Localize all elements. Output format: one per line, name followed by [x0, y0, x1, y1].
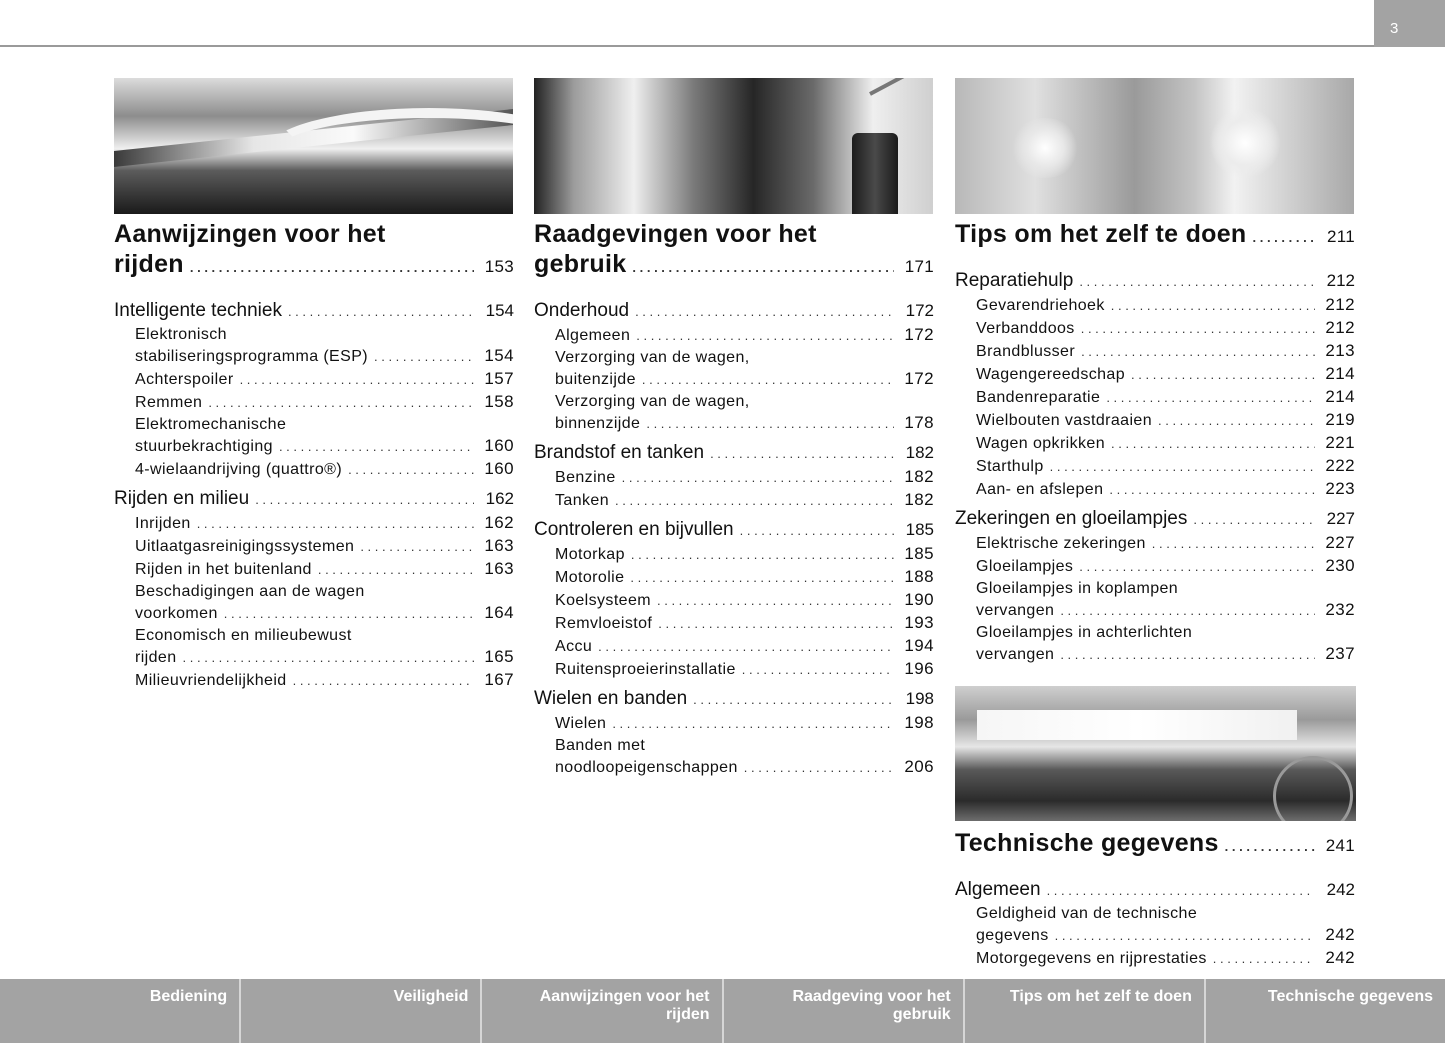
toc-item-line[interactable]: Beschadigingen aan de wagen — [135, 583, 365, 600]
toc-item[interactable] — [534, 712, 934, 735]
toc-item-page: 214 — [1325, 364, 1355, 383]
toc-item-page: 213 — [1325, 341, 1355, 360]
section-entry[interactable] — [114, 487, 514, 512]
toc-item-label: Ruitensproeierinstallatie — [555, 661, 736, 678]
leader-dots — [197, 513, 474, 535]
toc-item[interactable] — [114, 669, 514, 692]
section-entry[interactable] — [534, 441, 934, 466]
toc-item[interactable] — [955, 947, 1355, 970]
section-entry[interactable] — [534, 299, 934, 324]
leader-dots — [646, 413, 894, 435]
toc-item-label: Koelsysteem — [555, 592, 651, 609]
toc-item-page: 242 — [1325, 948, 1355, 967]
leader-dots — [293, 670, 474, 692]
leader-dots — [1079, 270, 1315, 294]
leader-dots — [598, 636, 894, 658]
toc-item-label: Milieuvriendelijkheid — [135, 672, 287, 689]
leader-dots — [744, 757, 894, 779]
toc-item-label: Wagengereedschap — [976, 366, 1126, 383]
leader-dots — [1079, 556, 1315, 578]
toc-item-label: Uitlaatgasreinigingssystemen — [135, 538, 355, 555]
toc-item[interactable] — [534, 489, 934, 512]
toc-item-page: 160 — [484, 459, 514, 478]
chapter-entry-label: Technische gegevens — [955, 829, 1219, 857]
toc-item[interactable] — [534, 612, 934, 635]
header-rule — [0, 45, 1445, 47]
toc-item-line[interactable]: Gloeilampjes in achterlichten — [976, 624, 1193, 641]
toc-item[interactable] — [114, 512, 514, 535]
toc-item-label: Gloeilampjes — [976, 558, 1074, 575]
section-entry-label: Reparatiehulp — [955, 270, 1074, 291]
toc-item[interactable] — [955, 532, 1355, 555]
tab-tips-zelf-doen[interactable]: Tips om het zelf te doen — [965, 979, 1206, 1043]
toc-item-label: vervangen — [976, 602, 1055, 619]
toc-item[interactable] — [114, 368, 514, 391]
chapter-photo-technical — [955, 686, 1356, 821]
toc-item-line[interactable]: Economisch en milieubewust — [135, 627, 352, 644]
leader-dots — [657, 590, 894, 612]
toc-item-page: 237 — [1325, 644, 1355, 663]
toc-item-page: 178 — [904, 413, 934, 432]
toc-column-2 — [534, 219, 934, 779]
tab-aanwijzingen-rijden[interactable]: Aanwijzingen voor het rijden — [482, 979, 723, 1043]
toc-item[interactable] — [114, 646, 514, 669]
section-entry[interactable] — [114, 299, 514, 324]
leader-dots — [740, 519, 894, 543]
section-entry-label: Onderhoud — [534, 300, 630, 321]
toc-item-page: 160 — [484, 436, 514, 455]
toc-item-page: 222 — [1325, 456, 1355, 475]
toc-item-page: 230 — [1325, 556, 1355, 575]
toc-item[interactable] — [955, 455, 1355, 478]
toc-item-label: Brandblusser — [976, 343, 1076, 360]
leader-dots — [1158, 410, 1315, 432]
leader-dots — [1111, 433, 1315, 455]
leader-dots — [208, 392, 474, 414]
section-entry-page: 212 — [1326, 271, 1355, 290]
toc-item-page: 212 — [1325, 318, 1355, 337]
toc-item-page: 219 — [1325, 410, 1355, 429]
toc-item[interactable] — [955, 924, 1355, 947]
toc-item[interactable] — [955, 599, 1355, 622]
toc-item-label: binnenzijde — [555, 415, 641, 432]
toc-item[interactable] — [114, 345, 514, 368]
section-entry-page: 154 — [485, 301, 514, 320]
leader-dots — [1060, 600, 1315, 622]
leader-dots — [742, 659, 894, 681]
leader-dots — [348, 459, 474, 481]
leader-dots — [1047, 879, 1315, 903]
toc-item[interactable] — [534, 466, 934, 489]
toc-item[interactable] — [114, 435, 514, 458]
leader-dots — [1106, 387, 1315, 409]
toc-item[interactable] — [534, 756, 934, 779]
leader-dots — [1213, 948, 1315, 970]
toc-item[interactable] — [955, 294, 1355, 317]
section-entry-label: Algemeen — [955, 879, 1041, 900]
toc-item-page: 242 — [1325, 925, 1355, 944]
toc-item-page: 194 — [904, 636, 934, 655]
toc-item-page: 182 — [904, 467, 934, 486]
toc-item-page: 212 — [1325, 295, 1355, 314]
chapter-entry-label: Tips om het zelf te doen — [955, 220, 1247, 248]
toc-item-label: Inrijden — [135, 515, 191, 532]
toc-item[interactable] — [534, 368, 934, 391]
tab-raadgeving-gebruik[interactable]: Raadgeving voor het gebruik — [724, 979, 965, 1043]
toc-item-label: Wielen — [555, 715, 607, 732]
toc-item-page: 182 — [904, 490, 934, 509]
toc-item-line[interactable]: Geldigheid van de technische — [976, 905, 1198, 922]
toc-item[interactable] — [114, 391, 514, 414]
toc-item[interactable] — [955, 386, 1355, 409]
chapter-photo-bulbs — [955, 78, 1354, 214]
section-entry-page: 242 — [1326, 880, 1355, 899]
toc-item-line[interactable]: Gloeilampjes in koplampen — [976, 580, 1179, 597]
toc-item-label: Benzine — [555, 469, 616, 486]
tab-bediening[interactable]: Bediening — [0, 979, 241, 1043]
leader-dots — [224, 603, 474, 625]
toc-item-label: Algemeen — [555, 327, 631, 344]
toc-item[interactable] — [955, 555, 1355, 578]
section-entry[interactable] — [955, 507, 1355, 532]
toc-item-page: 190 — [904, 590, 934, 609]
chapter-entry-page: 171 — [904, 257, 934, 276]
leader-dots — [374, 346, 474, 368]
toc-item[interactable] — [534, 635, 934, 658]
section-entry-page: 172 — [905, 301, 934, 320]
section-entry-label: Zekeringen en gloeilampjes — [955, 508, 1188, 529]
toc-item-page: 185 — [904, 544, 934, 563]
chapter-entry[interactable] — [114, 249, 514, 283]
leader-dots — [693, 688, 894, 712]
toc-item[interactable] — [114, 602, 514, 625]
leader-dots — [1253, 223, 1316, 253]
toc-item[interactable] — [955, 363, 1355, 386]
toc-item-page: 157 — [484, 369, 514, 388]
toc-item-label: Bandenreparatie — [976, 389, 1101, 406]
toc-item-page: 232 — [1325, 600, 1355, 619]
leader-dots — [642, 369, 894, 391]
toc-item[interactable] — [955, 340, 1355, 363]
toc-item-label: Accu — [555, 638, 593, 655]
leader-dots — [1081, 341, 1315, 363]
toc-item-label: stabiliseringsprogramma (ESP) — [135, 348, 369, 365]
toc-item[interactable] — [114, 535, 514, 558]
leader-dots — [1225, 832, 1315, 862]
toc-item-line[interactable]: Elektromechanische — [135, 416, 287, 433]
leader-dots — [1152, 533, 1315, 555]
leader-dots — [630, 567, 894, 589]
toc-item-label: Motorgegevens en rijprestaties — [976, 950, 1207, 967]
toc-item-page: 193 — [904, 613, 934, 632]
chapter-entry[interactable] — [955, 828, 1355, 862]
leader-dots — [240, 369, 474, 391]
toc-item-label: Tanken — [555, 492, 609, 509]
leader-dots — [1055, 925, 1315, 947]
leader-dots — [1131, 364, 1315, 386]
section-entry-label: Wielen en banden — [534, 688, 688, 709]
toc-item[interactable] — [955, 643, 1355, 666]
leader-dots — [279, 436, 474, 458]
leader-dots — [635, 300, 894, 324]
section-entry[interactable] — [534, 687, 934, 712]
toc-item-label: gegevens — [976, 927, 1049, 944]
leader-dots — [631, 544, 894, 566]
toc-item-label: Verbanddoos — [976, 320, 1075, 337]
toc-item-label: Aan- en afslepen — [976, 481, 1104, 498]
toc-item[interactable] — [534, 412, 934, 435]
tab-technische-gegevens[interactable]: Technische gegevens — [1267, 988, 1434, 1005]
leader-dots — [255, 488, 474, 512]
toc-column-4 — [955, 828, 1355, 970]
leader-dots — [658, 613, 894, 635]
toc-item-label: 4-wielaandrijving (quattro®) — [135, 461, 343, 478]
toc-item-line[interactable]: Verzorging van de wagen, — [555, 349, 750, 366]
toc-item-page: 198 — [904, 713, 934, 732]
toc-item-label: Remmen — [135, 394, 203, 411]
toc-item-page: 172 — [904, 369, 934, 388]
page-number: 3 — [1374, 0, 1445, 47]
tab-veiligheid[interactable]: Veiligheid — [241, 979, 482, 1043]
section-entry-page: 162 — [485, 489, 514, 508]
chapter-entry-label: gebruik — [534, 250, 627, 278]
toc-item[interactable] — [534, 589, 934, 612]
toc-item-label: Rijden in het buitenland — [135, 561, 312, 578]
toc-item-page: 164 — [484, 603, 514, 622]
toc-item-label: buitenzijde — [555, 371, 636, 388]
section-entry-page: 198 — [905, 689, 934, 708]
leader-dots — [1060, 644, 1315, 666]
toc-item-label: Gevarendriehoek — [976, 297, 1105, 314]
toc-item[interactable] — [534, 324, 934, 347]
leader-dots — [360, 536, 474, 558]
toc-item-line[interactable]: Elektronisch — [135, 326, 227, 343]
leader-dots — [636, 325, 894, 347]
leader-dots — [632, 253, 894, 283]
toc-item-page: 165 — [484, 647, 514, 666]
section-entry-label: Controleren en bijvullen — [534, 519, 734, 540]
toc-item-line[interactable]: Verzorging van de wagen, — [555, 393, 750, 410]
toc-item-page: 163 — [484, 536, 514, 555]
toc-item-page: 172 — [904, 325, 934, 344]
leader-dots — [288, 300, 474, 324]
toc-item-line[interactable]: Banden met — [555, 737, 646, 754]
toc-item-label: Achterspoiler — [135, 371, 234, 388]
leader-dots — [612, 713, 894, 735]
section-entry-page: 182 — [905, 443, 934, 462]
chapter-photo-driving — [114, 78, 513, 214]
toc-item[interactable] — [955, 478, 1355, 501]
toc-item-page: 162 — [484, 513, 514, 532]
toc-item-label: voorkomen — [135, 605, 218, 622]
toc-item[interactable] — [534, 543, 934, 566]
section-entry[interactable] — [955, 269, 1355, 294]
toc-item-page: 158 — [484, 392, 514, 411]
toc-item-page: 221 — [1325, 433, 1355, 452]
toc-item-label: Remvloeistof — [555, 615, 653, 632]
chapter-entry[interactable] — [955, 219, 1355, 253]
leader-dots — [183, 647, 474, 669]
toc-item-label: stuurbekrachtiging — [135, 438, 273, 455]
leader-dots — [622, 467, 894, 489]
toc-item-label: vervangen — [976, 646, 1055, 663]
toc-item-label: rijden — [135, 649, 177, 666]
toc-item-label: Wagen opkrikken — [976, 435, 1106, 452]
toc-item-label: Motorkap — [555, 546, 625, 563]
toc-item[interactable] — [955, 432, 1355, 455]
section-entry[interactable] — [534, 518, 934, 543]
toc-item-label: Starthulp — [976, 458, 1044, 475]
section-entry-label: Rijden en milieu — [114, 488, 250, 509]
toc-item-page: 227 — [1325, 533, 1355, 552]
section-entry[interactable] — [955, 878, 1355, 903]
toc-item-label: Motorolie — [555, 569, 625, 586]
toc-item-page: 163 — [484, 559, 514, 578]
section-entry-page: 185 — [905, 520, 934, 539]
leader-dots — [710, 442, 894, 466]
leader-dots — [190, 253, 474, 283]
toc-column-3 — [955, 219, 1355, 666]
chapter-tab-bar — [0, 979, 1445, 1043]
toc-item[interactable] — [534, 566, 934, 589]
toc-item[interactable] — [955, 317, 1355, 340]
toc-item[interactable] — [114, 558, 514, 581]
toc-item-page: 206 — [904, 757, 934, 776]
leader-dots — [1109, 479, 1315, 501]
toc-item[interactable] — [534, 658, 934, 681]
section-entry-label: Intelligente techniek — [114, 300, 282, 321]
chapter-title: Aanwijzingen voor het — [114, 220, 386, 248]
chapter-entry[interactable] — [534, 249, 934, 283]
chapter-photo-maintenance — [534, 78, 933, 214]
chapter-entry-page: 211 — [1326, 227, 1355, 246]
chapter-entry-label: rijden — [114, 250, 184, 278]
section-entry-page: 227 — [1326, 509, 1355, 528]
leader-dots — [1193, 508, 1315, 532]
chapter-title: Raadgevingen voor het — [534, 220, 817, 248]
toc-item[interactable] — [114, 458, 514, 481]
toc-item-label: Wielbouten vastdraaien — [976, 412, 1153, 429]
leader-dots — [1050, 456, 1315, 478]
chapter-entry-page: 241 — [1325, 836, 1355, 855]
toc-column-1 — [114, 219, 514, 692]
toc-item-page: 214 — [1325, 387, 1355, 406]
toc-item-label: Elektrische zekeringen — [976, 535, 1146, 552]
leader-dots — [318, 559, 474, 581]
leader-dots — [1111, 295, 1315, 317]
toc-item-page: 154 — [484, 346, 514, 365]
section-entry-label: Brandstof en tanken — [534, 442, 705, 463]
chapter-entry-page: 153 — [484, 257, 514, 276]
leader-dots — [615, 490, 894, 512]
toc-item[interactable] — [955, 409, 1355, 432]
leader-dots — [1081, 318, 1315, 340]
toc-item-page: 223 — [1325, 479, 1355, 498]
toc-item-label: noodloopeigenschappen — [555, 759, 738, 776]
toc-item-page: 196 — [904, 659, 934, 678]
toc-item-page: 188 — [904, 567, 934, 586]
toc-item-page: 167 — [484, 670, 514, 689]
